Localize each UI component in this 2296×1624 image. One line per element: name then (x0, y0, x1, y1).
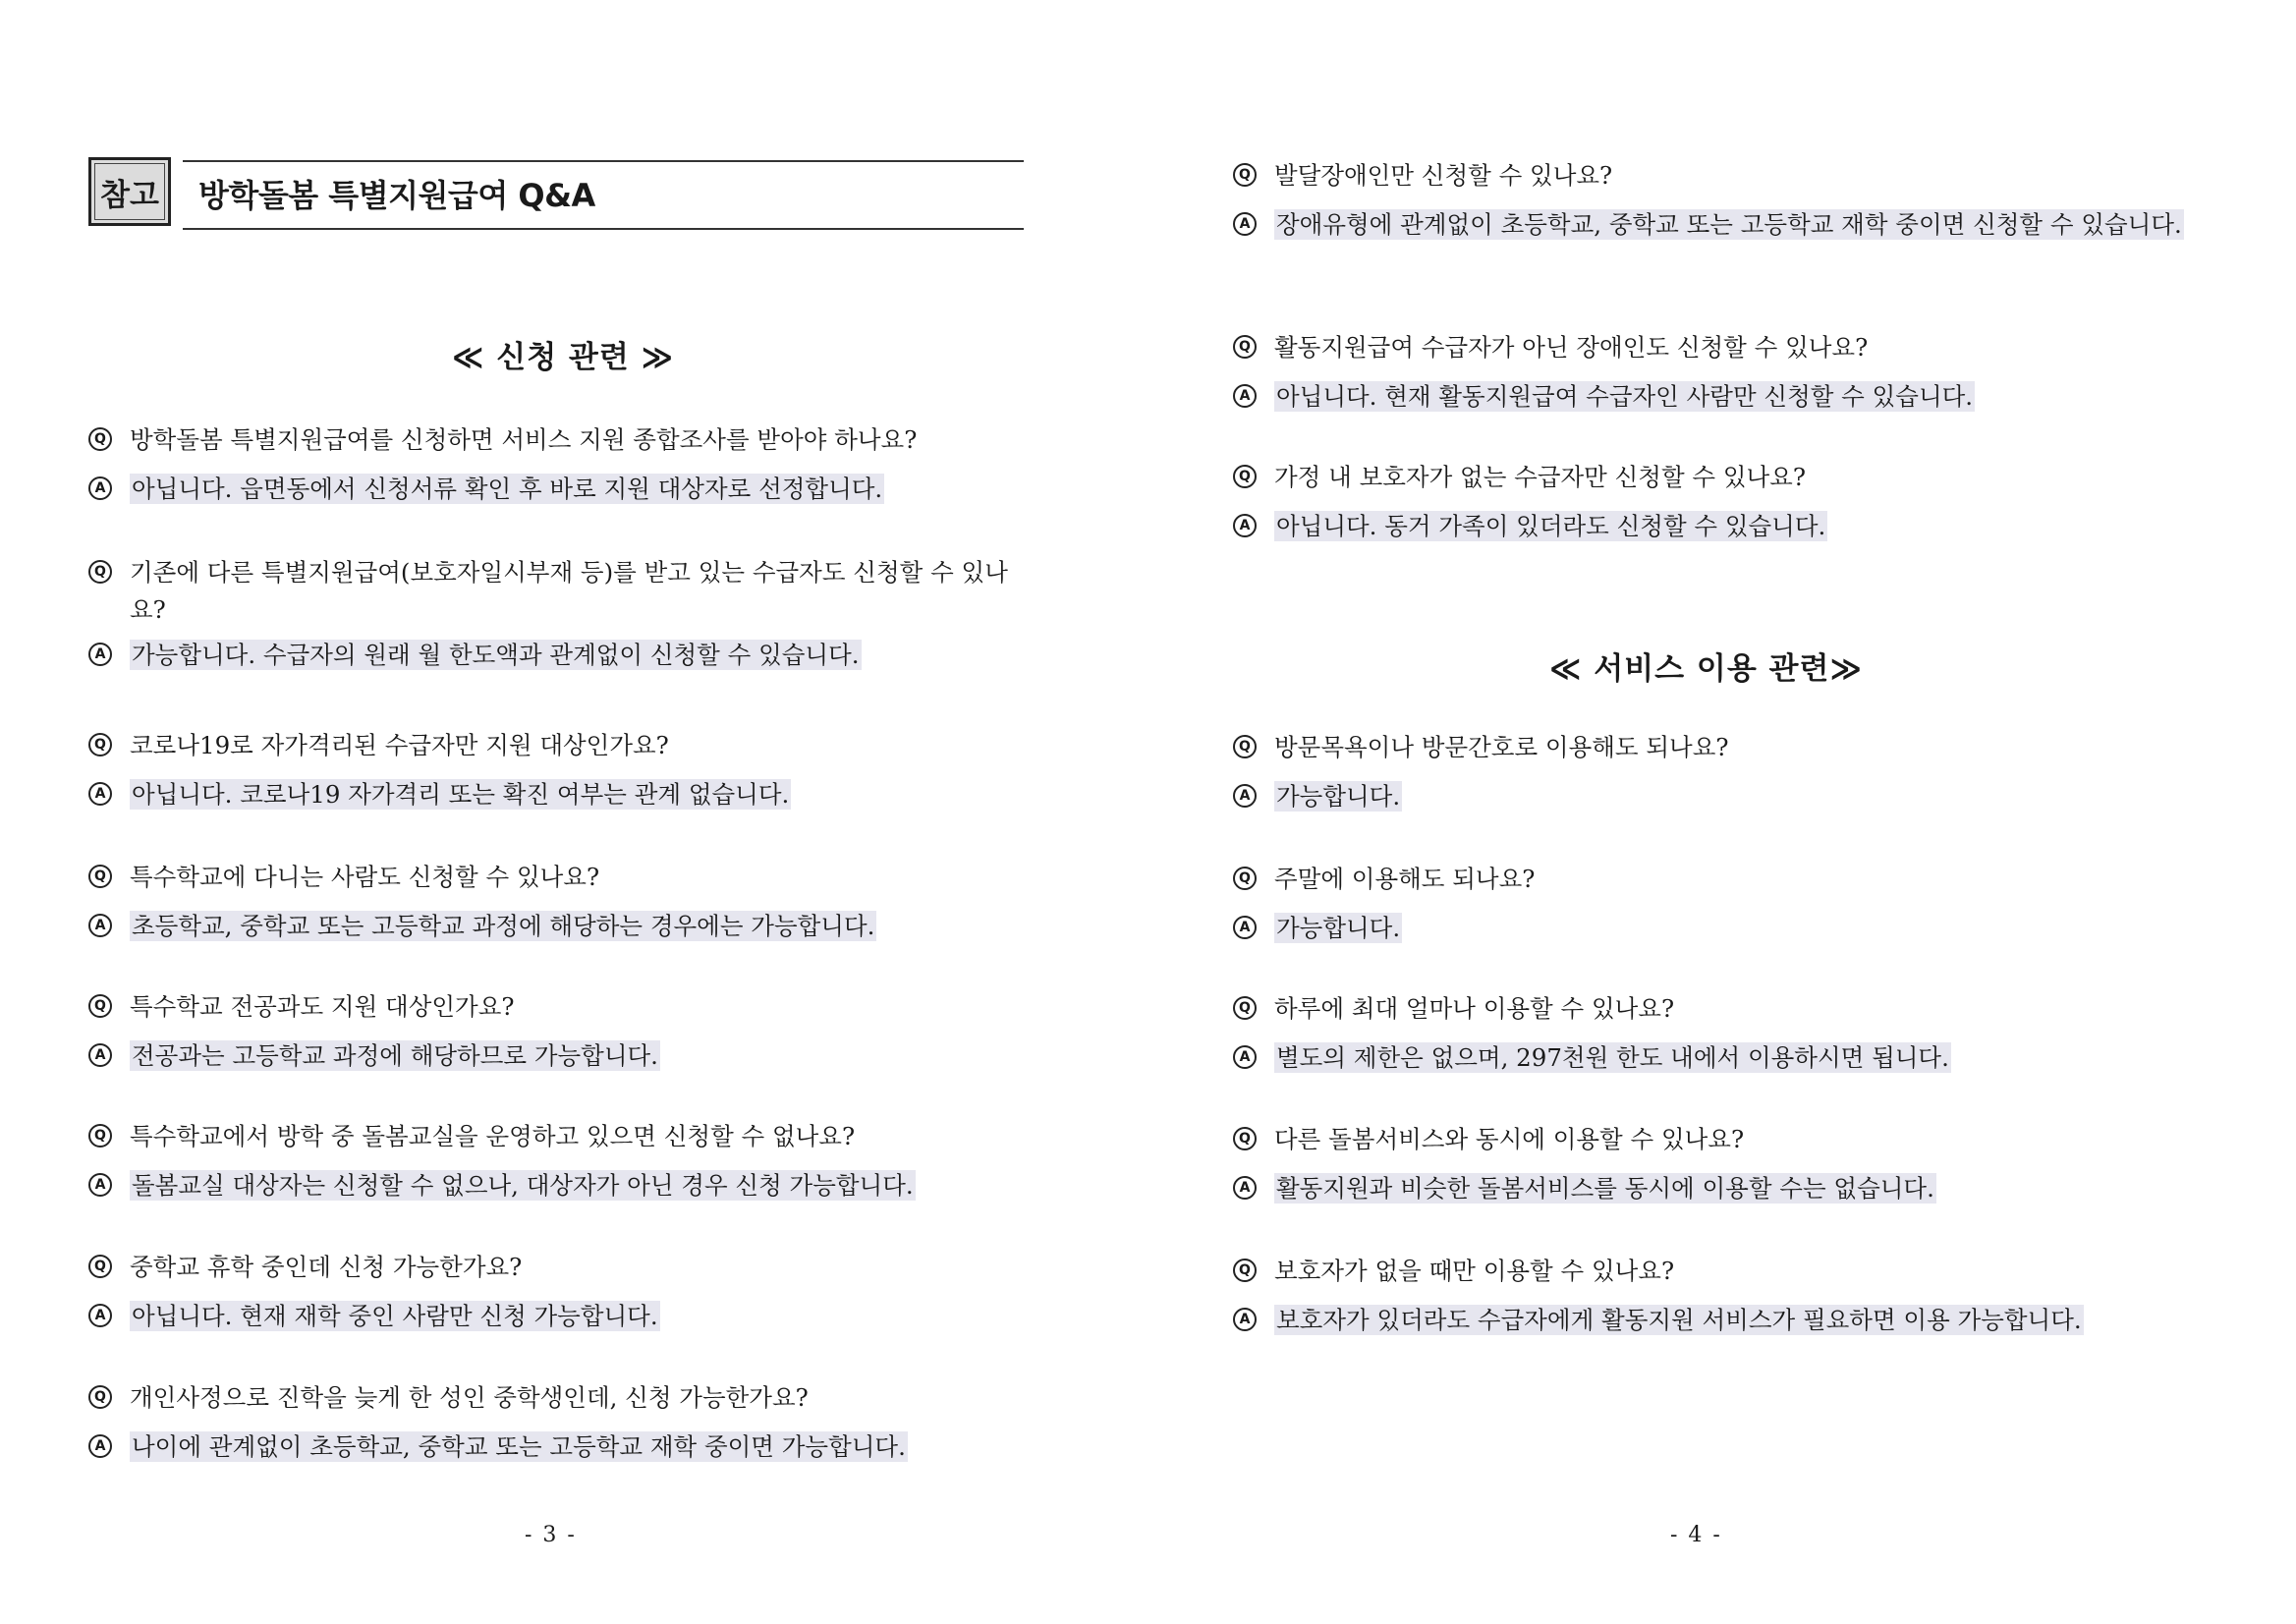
q-mark: Q (1233, 867, 1257, 890)
answer: A 아닙니다. 동거 가족이 있더라도 신청할 수 있습니다. (1233, 508, 1827, 545)
qa-item (88, 1379, 908, 1478)
a-mark: A (88, 1173, 112, 1197)
answer: A 별도의 제한은 없으며, 297천원 한도 내에서 이용하시면 됩니다. (1233, 1039, 1951, 1077)
question: Q 방문목욕이나 방문간호로 이용해도 되나요? (1233, 729, 1729, 766)
q-mark: Q (1233, 335, 1257, 359)
question: Q 개인사정으로 진학을 늦게 한 성인 중학생인데, 신청 가능한가요? (88, 1379, 908, 1417)
answer: A 아닙니다. 현재 재학 중인 사람만 신청 가능합니다. (88, 1298, 660, 1335)
reference-tag: 참고 (88, 157, 171, 226)
q-mark: Q (88, 427, 112, 451)
question: Q 코로나19로 자가격리된 수급자만 지원 대상인가요? (88, 727, 791, 764)
answer: A 가능합니다. 수급자의 원래 월 한도액과 관계없이 신청할 수 있습니다. (88, 637, 1032, 674)
header-rule-top (183, 160, 1024, 162)
q-mark: Q (88, 1124, 112, 1148)
q-mark: Q (88, 865, 112, 888)
question: Q 발달장애인만 신청할 수 있나요? (1233, 157, 2186, 195)
question: Q 기존에 다른 특별지원급여(보호자일시부재 등)를 받고 있는 수급자도 신청할 수 있나요? (88, 554, 1032, 629)
q-mark: Q (1233, 465, 1257, 488)
qa-item (1233, 729, 1729, 827)
q-mark: Q (88, 1385, 112, 1409)
a-mark: A (88, 1304, 112, 1327)
question: Q 활동지원급여 수급자가 아닌 장애인도 신청할 수 있나요? (1233, 329, 1975, 366)
answer: A 활동지원과 비슷한 돌봄서비스를 동시에 이용할 수는 없습니다. (1233, 1170, 1936, 1207)
question: Q 보호자가 없을 때만 이용할 수 있나요? (1233, 1253, 2084, 1290)
question: Q 특수학교에 다니는 사람도 신청할 수 있나요? (88, 859, 876, 896)
a-mark: A (1233, 784, 1257, 808)
a-mark: A (88, 782, 112, 806)
answer: A 아닙니다. 현재 활동지원급여 수급자인 사람만 신청할 수 있습니다. (1233, 378, 1975, 416)
page-header (88, 157, 1024, 230)
answer: A 아닙니다. 코로나19 자가격리 또는 확진 여부는 관계 없습니다. (88, 776, 791, 813)
page-number: - 4 - (1670, 1523, 1722, 1547)
q-mark: Q (1233, 1259, 1257, 1282)
section-title-application: ≪ 신청 관련 ≫ (452, 340, 675, 375)
q-mark: Q (1233, 735, 1257, 758)
a-mark: A (1233, 212, 1257, 236)
qa-item (1233, 459, 1827, 557)
answer: A 돌봄교실 대상자는 신청할 수 없으나, 대상자가 아닌 경우 신청 가능합니다. (88, 1167, 916, 1204)
answer: A 가능합니다. (1233, 778, 1729, 815)
qa-item (88, 727, 791, 825)
qa-item (1233, 157, 2186, 255)
answer: A 아닙니다. 읍면동에서 신청서류 확인 후 바로 지원 대상자로 선정합니다. (88, 471, 917, 508)
question: Q 주말에 이용해도 되나요? (1233, 861, 1535, 898)
page-number: - 3 - (525, 1523, 577, 1547)
q-mark: Q (88, 560, 112, 584)
question: Q 방학돌봄 특별지원급여를 신청하면 서비스 지원 종합조사를 받아야 하나요? (88, 421, 917, 459)
answer: A 전공과는 고등학교 과정에 해당하므로 가능합니다. (88, 1037, 660, 1075)
q-mark: Q (1233, 1127, 1257, 1150)
qa-item (1233, 1253, 2084, 1351)
answer: A 초등학교, 중학교 또는 고등학교 과정에 해당하는 경우에는 가능합니다. (88, 908, 876, 945)
question: Q 하루에 최대 얼마나 이용할 수 있나요? (1233, 990, 1951, 1028)
a-mark: A (88, 643, 112, 666)
qa-item (88, 859, 876, 957)
qa-item (1233, 861, 1535, 959)
answer: A 나이에 관계없이 초등학교, 중학교 또는 고등학교 재학 중이면 가능합니다. (88, 1428, 908, 1466)
qa-item (1233, 990, 1951, 1089)
a-mark: A (1233, 1045, 1257, 1069)
qa-item (88, 421, 917, 520)
qa-item (1233, 1121, 1936, 1219)
header-rule-bottom (183, 228, 1024, 230)
qa-item (88, 988, 660, 1087)
right-page (1233, 0, 2186, 1624)
question: Q 가정 내 보호자가 없는 수급자만 신청할 수 있나요? (1233, 459, 1827, 496)
a-mark: A (88, 476, 112, 500)
a-mark: A (88, 914, 112, 937)
a-mark: A (88, 1434, 112, 1458)
left-page (88, 0, 1032, 1624)
a-mark: A (1233, 1308, 1257, 1331)
question: Q 다른 돌봄서비스와 동시에 이용할 수 있나요? (1233, 1121, 1936, 1158)
q-mark: Q (1233, 996, 1257, 1020)
qa-item (88, 1249, 660, 1347)
q-mark: Q (88, 1255, 112, 1278)
a-mark: A (1233, 384, 1257, 408)
qa-item (1233, 329, 1975, 427)
qa-item (88, 554, 1032, 686)
answer: A 장애유형에 관계없이 초등학교, 중학교 또는 고등학교 재학 중이면 신청할 수 있습니다. (1233, 206, 2186, 244)
a-mark: A (1233, 514, 1257, 537)
a-mark: A (1233, 916, 1257, 939)
a-mark: A (1233, 1176, 1257, 1200)
question: Q 특수학교에서 방학 중 돌봄교실을 운영하고 있으면 신청할 수 없나요? (88, 1118, 916, 1155)
answer: A 가능합니다. (1233, 910, 1535, 947)
a-mark: A (88, 1043, 112, 1067)
qa-item (88, 1118, 916, 1216)
section-title-service-use: ≪ 서비스 이용 관련≫ (1549, 651, 1863, 687)
page-title: 방학돌봄 특별지원급여 Q&A (198, 177, 595, 214)
q-mark: Q (1233, 163, 1257, 187)
answer: A 보호자가 있더라도 수급자에게 활동지원 서비스가 필요하면 이용 가능합니다. (1233, 1302, 2084, 1339)
q-mark: Q (88, 994, 112, 1018)
question: Q 특수학교 전공과도 지원 대상인가요? (88, 988, 660, 1026)
question: Q 중학교 휴학 중인데 신청 가능한가요? (88, 1249, 660, 1286)
q-mark: Q (88, 733, 112, 756)
